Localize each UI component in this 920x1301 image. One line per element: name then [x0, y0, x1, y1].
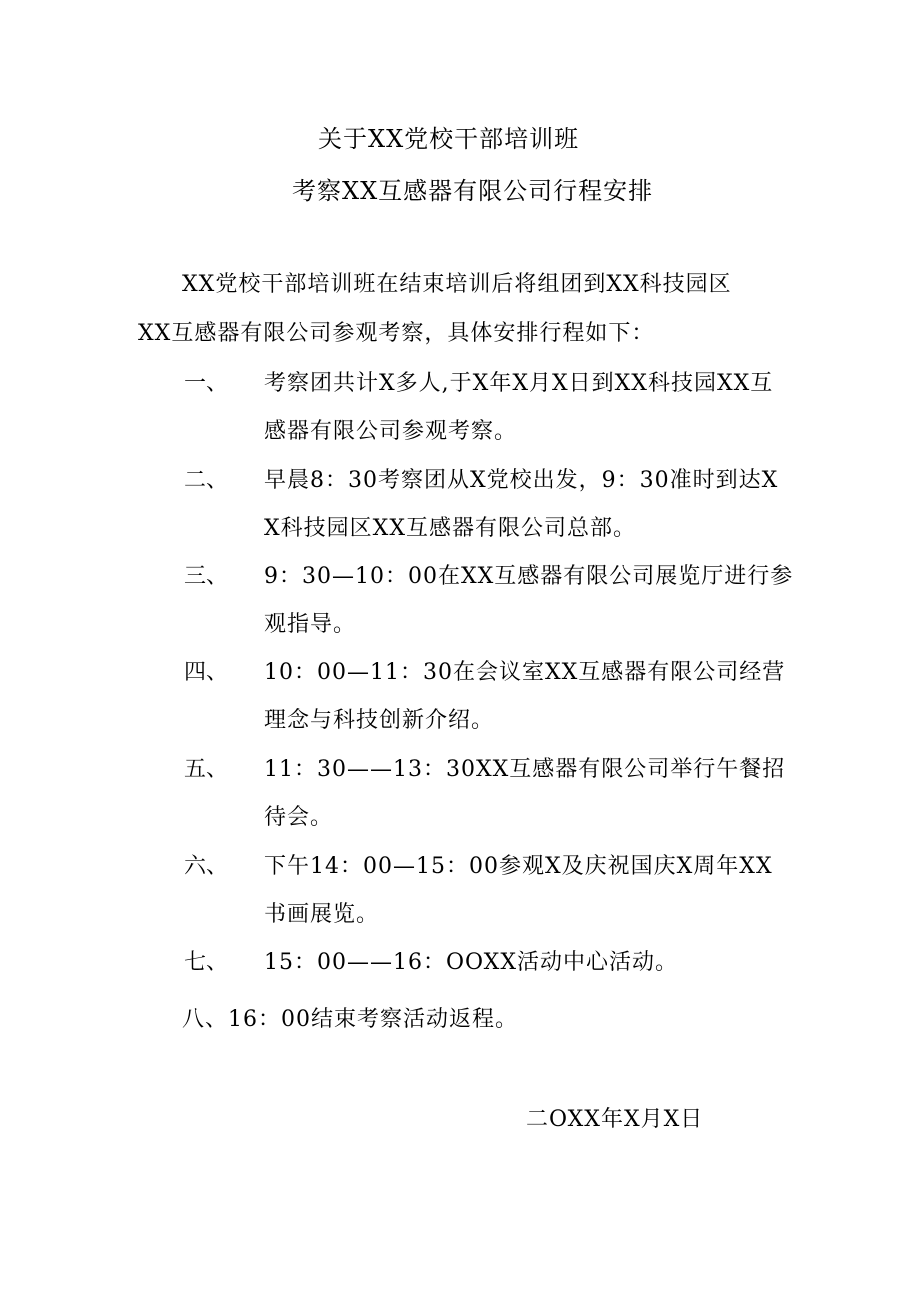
item-number: 四、 — [184, 660, 229, 685]
item-number: 一、 — [184, 371, 229, 396]
item-text: 下午14：00—15：00参观X及庆祝国庆X周年XX书画展览。 — [264, 854, 773, 927]
document-title-line-1: 关于XX党校干部培训班 — [318, 125, 580, 153]
item-number: 二、 — [184, 468, 229, 493]
item-text: 10：00—11：30在会议室XX互感器有限公司经营理念与科技创新介绍。 — [264, 660, 786, 733]
item-text: 15：00——16：OOXX活动中心活动。 — [264, 950, 678, 975]
item-text: 考察团共计X多人,于X年X月X日到XX科技园XX互感器有限公司参观考察。 — [264, 371, 774, 444]
document-date: 二OXX年X月X日 — [526, 1107, 704, 1132]
document-title-line-2: 考察XX互感器有限公司行程安排 — [292, 177, 654, 205]
intro-paragraph-line-2: XX互感器有限公司参观考察，具体安排行程如下： — [138, 321, 655, 346]
item-number: 七、 — [184, 950, 229, 975]
item-last: 八、16：00结束考察活动返程。 — [182, 1007, 518, 1032]
item-text: 11：30——13：30XX互感器有限公司举行午餐招待会。 — [264, 757, 786, 830]
item-text: 9：30—10：00在XX互感器有限公司展览厅进行参观指导。 — [264, 564, 794, 637]
intro-paragraph-line-1: XX党校干部培训班在结束培训后将组团到XX科技园区 — [182, 272, 732, 297]
item-number: 六、 — [184, 854, 229, 879]
item-text: 早晨8：30考察团从X党校出发，9：30准时到达XX科技园区XX互感器有限公司总部。 — [264, 468, 779, 541]
item-number: 五、 — [184, 757, 229, 782]
item-number: 三、 — [184, 564, 229, 589]
